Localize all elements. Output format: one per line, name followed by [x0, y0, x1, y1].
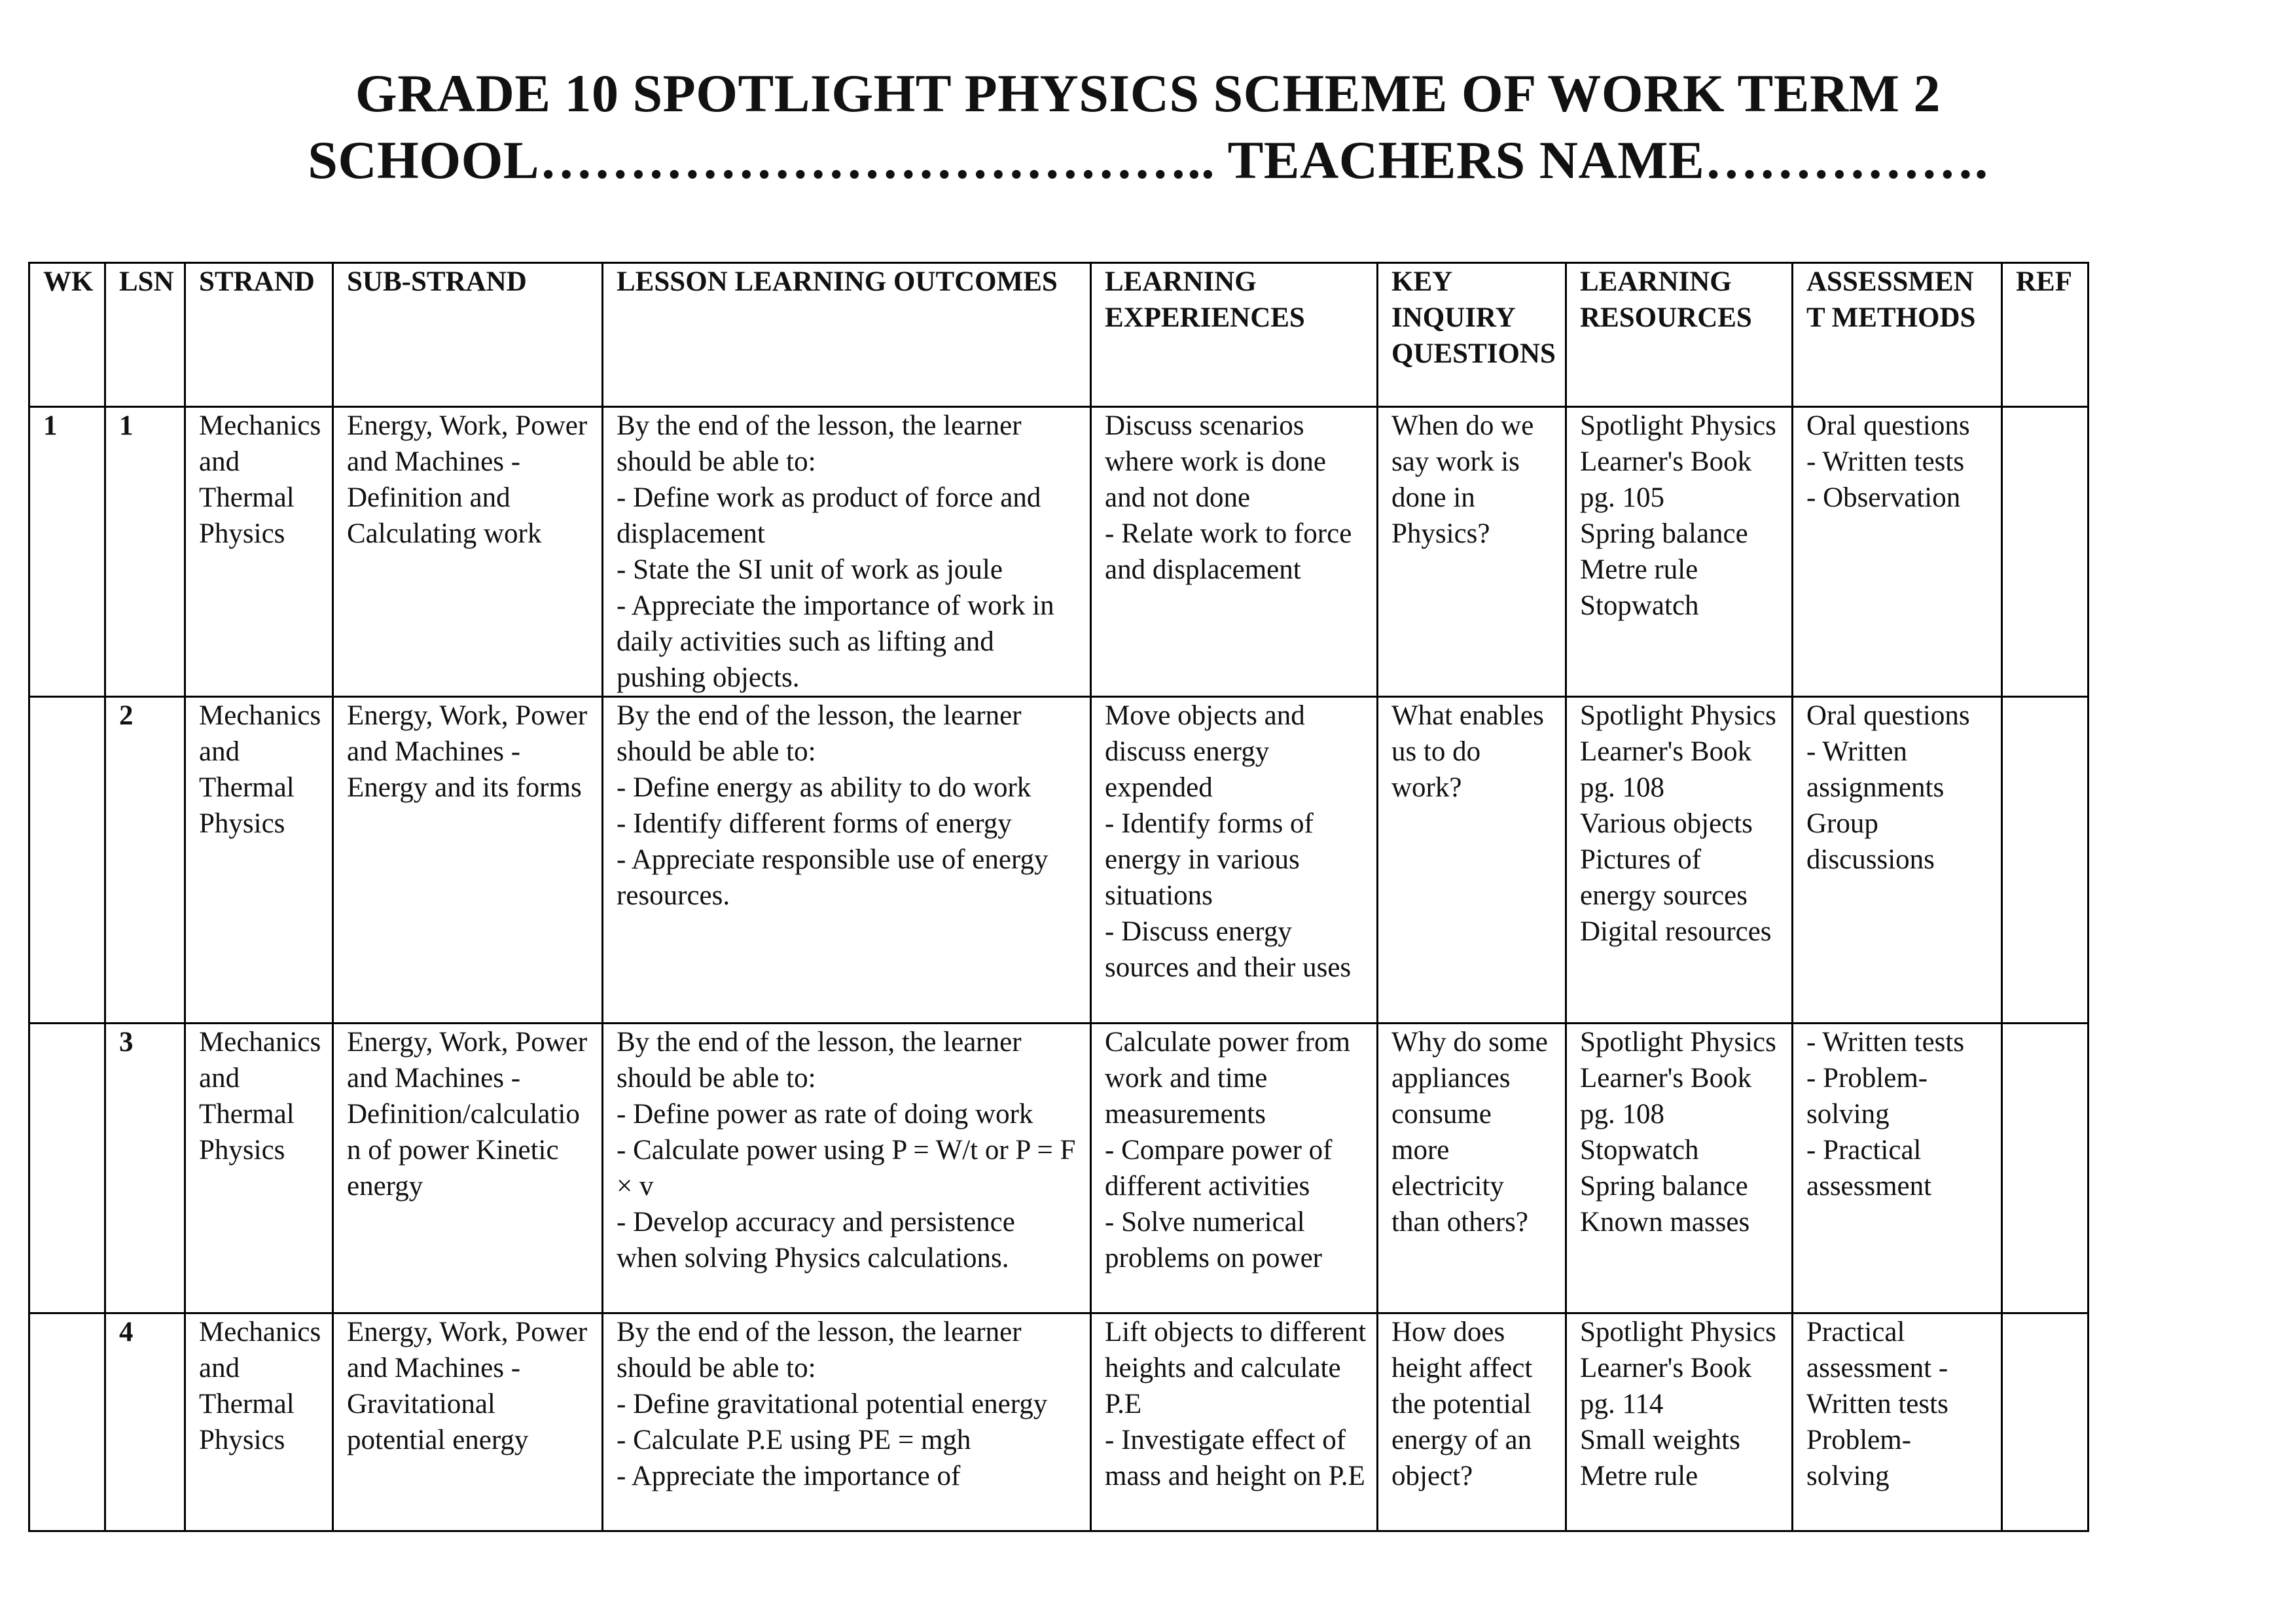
- cell-sub-strand: Energy, Work, Power and Machines - Definition and Calculating work: [333, 407, 603, 697]
- cell-experiences: [1091, 1024, 1378, 1313]
- table-row: [29, 1313, 2089, 1531]
- experience-line: Lift objects to different heights and calculate P.E: [1105, 1317, 1367, 1419]
- cell-inquiry-question: When do we say work is done in Physics?: [1378, 407, 1566, 697]
- experience-line: Move objects and discuss energy expended: [1105, 700, 1305, 803]
- title-line-1: GRADE 10 SPOTLIGHT PHYSICS SCHEME OF WORK TERM 2: [355, 63, 1941, 123]
- cell-assessment: [1793, 1313, 2002, 1531]
- outcome-line: - Define energy as ability to do work: [617, 772, 1031, 803]
- resource-line: Spotlight Physics Learner's Book pg. 114: [1580, 1317, 1776, 1419]
- assessment-line: Oral questions: [1806, 700, 1970, 731]
- header-strand: STRAND: [185, 263, 333, 407]
- experience-line: - Investigate effect of mass and height on P.E: [1105, 1425, 1365, 1491]
- cell-assessment: [1793, 407, 2002, 697]
- resource-line: Spring balance: [1580, 518, 1748, 549]
- resource-line: Spotlight Physics Learner's Book pg. 105: [1580, 410, 1776, 513]
- cell-inquiry-question: What enables us to do work?: [1378, 697, 1566, 1024]
- resource-line: Spring balance: [1580, 1171, 1748, 1202]
- cell-assessment: [1793, 1024, 2002, 1313]
- table-row: [29, 697, 2089, 1024]
- outcome-line: - Calculate power using P = W/t or P = F × v: [617, 1135, 1076, 1202]
- outcome-line: - Define work as product of force and displacement: [617, 482, 1041, 549]
- cell-lsn: 4: [105, 1313, 185, 1531]
- cell-strand: Mechanics and Thermal Physics: [185, 407, 333, 697]
- outcome-line: - Calculate P.E using PE = mgh: [617, 1425, 971, 1455]
- header-ref: REF: [2002, 263, 2089, 407]
- outcome-line: - Appreciate the importance of: [617, 1461, 961, 1491]
- cell-wk: [29, 1024, 105, 1313]
- assessment-line: Oral questions: [1806, 410, 1970, 441]
- assessment-line: - Problem-solving: [1806, 1063, 1928, 1130]
- experience-line: - Discuss energy sources and their uses: [1105, 916, 1352, 983]
- outcome-line: - Identify different forms of energy: [617, 808, 1012, 839]
- table-header-row: [29, 263, 2089, 407]
- title-line-2: SCHOOL……………………………….. TEACHERS NAME…………….: [308, 130, 1988, 190]
- cell-resources: [1566, 407, 1793, 697]
- scheme-of-work-table: [28, 262, 2089, 1532]
- resource-line: Digital resources: [1580, 916, 1772, 947]
- document-title: [0, 60, 2296, 194]
- cell-ref: [2002, 1024, 2089, 1313]
- cell-lsn: 1: [105, 407, 185, 697]
- cell-lsn: 2: [105, 697, 185, 1024]
- cell-inquiry-question: Why do some appliances consume more electricity than others?: [1378, 1024, 1566, 1313]
- resource-line: Known masses: [1580, 1207, 1750, 1238]
- cell-ref: [2002, 697, 2089, 1024]
- cell-outcomes: [603, 1024, 1091, 1313]
- outcome-line: - Appreciate responsible use of energy resources.: [617, 844, 1049, 911]
- header-assessment-methods: ASSESSMENT METHODS: [1793, 263, 2002, 407]
- cell-assessment: [1793, 697, 2002, 1024]
- cell-wk: [29, 697, 105, 1024]
- cell-sub-strand: Energy, Work, Power and Machines - Energy and its forms: [333, 697, 603, 1024]
- resource-line: Pictures of energy sources: [1580, 844, 1748, 911]
- outcome-line: By the end of the lesson, the learner should be able to:: [617, 700, 1022, 767]
- header-key-inquiry-questions: KEY INQUIRY QUESTIONS: [1378, 263, 1566, 407]
- cell-experiences: [1091, 697, 1378, 1024]
- cell-lsn: 3: [105, 1024, 185, 1313]
- experience-line: - Solve numerical problems on power: [1105, 1207, 1322, 1274]
- resource-line: Stopwatch: [1580, 1135, 1699, 1166]
- outcome-line: - Define gravitational potential energy: [617, 1389, 1048, 1419]
- header-lsn: LSN: [105, 263, 185, 407]
- header-learning-outcomes: LESSON LEARNING OUTCOMES: [603, 263, 1091, 407]
- outcome-line: - Define power as rate of doing work: [617, 1099, 1033, 1130]
- resource-line: Spotlight Physics Learner's Book pg. 108: [1580, 1027, 1776, 1130]
- outcome-line: By the end of the lesson, the learner should be able to:: [617, 1027, 1022, 1094]
- assessment-line: - Written tests: [1806, 446, 1965, 477]
- cell-experiences: [1091, 1313, 1378, 1531]
- cell-strand: Mechanics and Thermal Physics: [185, 697, 333, 1024]
- header-wk: WK: [29, 263, 105, 407]
- experience-line: - Identify forms of energy in various situations: [1105, 808, 1314, 911]
- assessment-line: Group discussions: [1806, 808, 1935, 875]
- outcome-line: - Appreciate the importance of work in daily activities such as lifting and pushing objects.: [617, 590, 1054, 693]
- cell-strand: Mechanics and Thermal Physics: [185, 1024, 333, 1313]
- cell-resources: [1566, 697, 1793, 1024]
- cell-inquiry-question: How does height affect the potential energy of an object?: [1378, 1313, 1566, 1531]
- cell-outcomes: [603, 697, 1091, 1024]
- assessment-line: - Written tests: [1806, 1027, 1965, 1058]
- resource-line: Various objects: [1580, 808, 1753, 839]
- cell-experiences: [1091, 407, 1378, 697]
- outcome-line: - State the SI unit of work as joule: [617, 554, 1003, 585]
- cell-wk: 1: [29, 407, 105, 697]
- header-learning-resources: LEARNING RESOURCES: [1566, 263, 1793, 407]
- cell-ref: [2002, 407, 2089, 697]
- assessment-line: - Observation: [1806, 482, 1961, 513]
- header-learning-experiences: LEARNING EXPERIENCES: [1091, 263, 1378, 407]
- cell-wk: [29, 1313, 105, 1531]
- experience-line: - Compare power of different activities: [1105, 1135, 1333, 1202]
- cell-ref: [2002, 1313, 2089, 1531]
- experience-line: Discuss scenarios where work is done and not done: [1105, 410, 1326, 513]
- outcome-line: By the end of the lesson, the learner should be able to:: [617, 410, 1022, 477]
- experience-line: Calculate power from work and time measurements: [1105, 1027, 1350, 1130]
- cell-resources: [1566, 1024, 1793, 1313]
- resource-line: Stopwatch: [1580, 590, 1699, 621]
- header-sub-strand: SUB-STRAND: [333, 263, 603, 407]
- cell-resources: [1566, 1313, 1793, 1531]
- cell-outcomes: [603, 407, 1091, 697]
- assessment-line: - Practical assessment: [1806, 1135, 1932, 1202]
- resource-line: Metre rule: [1580, 1461, 1698, 1491]
- cell-strand: Mechanics and Thermal Physics: [185, 1313, 333, 1531]
- cell-sub-strand: Energy, Work, Power and Machines - Gravitational potential energy: [333, 1313, 603, 1531]
- outcome-line: By the end of the lesson, the learner should be able to:: [617, 1317, 1022, 1383]
- experience-line: - Relate work to force and displacement: [1105, 518, 1352, 585]
- cell-sub-strand: Energy, Work, Power and Machines - Definition/calculation of power Kinetic energy: [333, 1024, 603, 1313]
- resource-line: Spotlight Physics Learner's Book pg. 108: [1580, 700, 1776, 803]
- table-row: [29, 407, 2089, 697]
- resource-line: Small weights: [1580, 1425, 1740, 1455]
- resource-line: Metre rule: [1580, 554, 1698, 585]
- outcome-line: - Develop accuracy and persistence when solving Physics calculations.: [617, 1207, 1015, 1274]
- table-row: [29, 1024, 2089, 1313]
- assessment-line: Practical assessment - Written tests Problem-solving: [1806, 1317, 1948, 1491]
- assessment-line: - Written assignments: [1806, 736, 1945, 803]
- cell-outcomes: [603, 1313, 1091, 1531]
